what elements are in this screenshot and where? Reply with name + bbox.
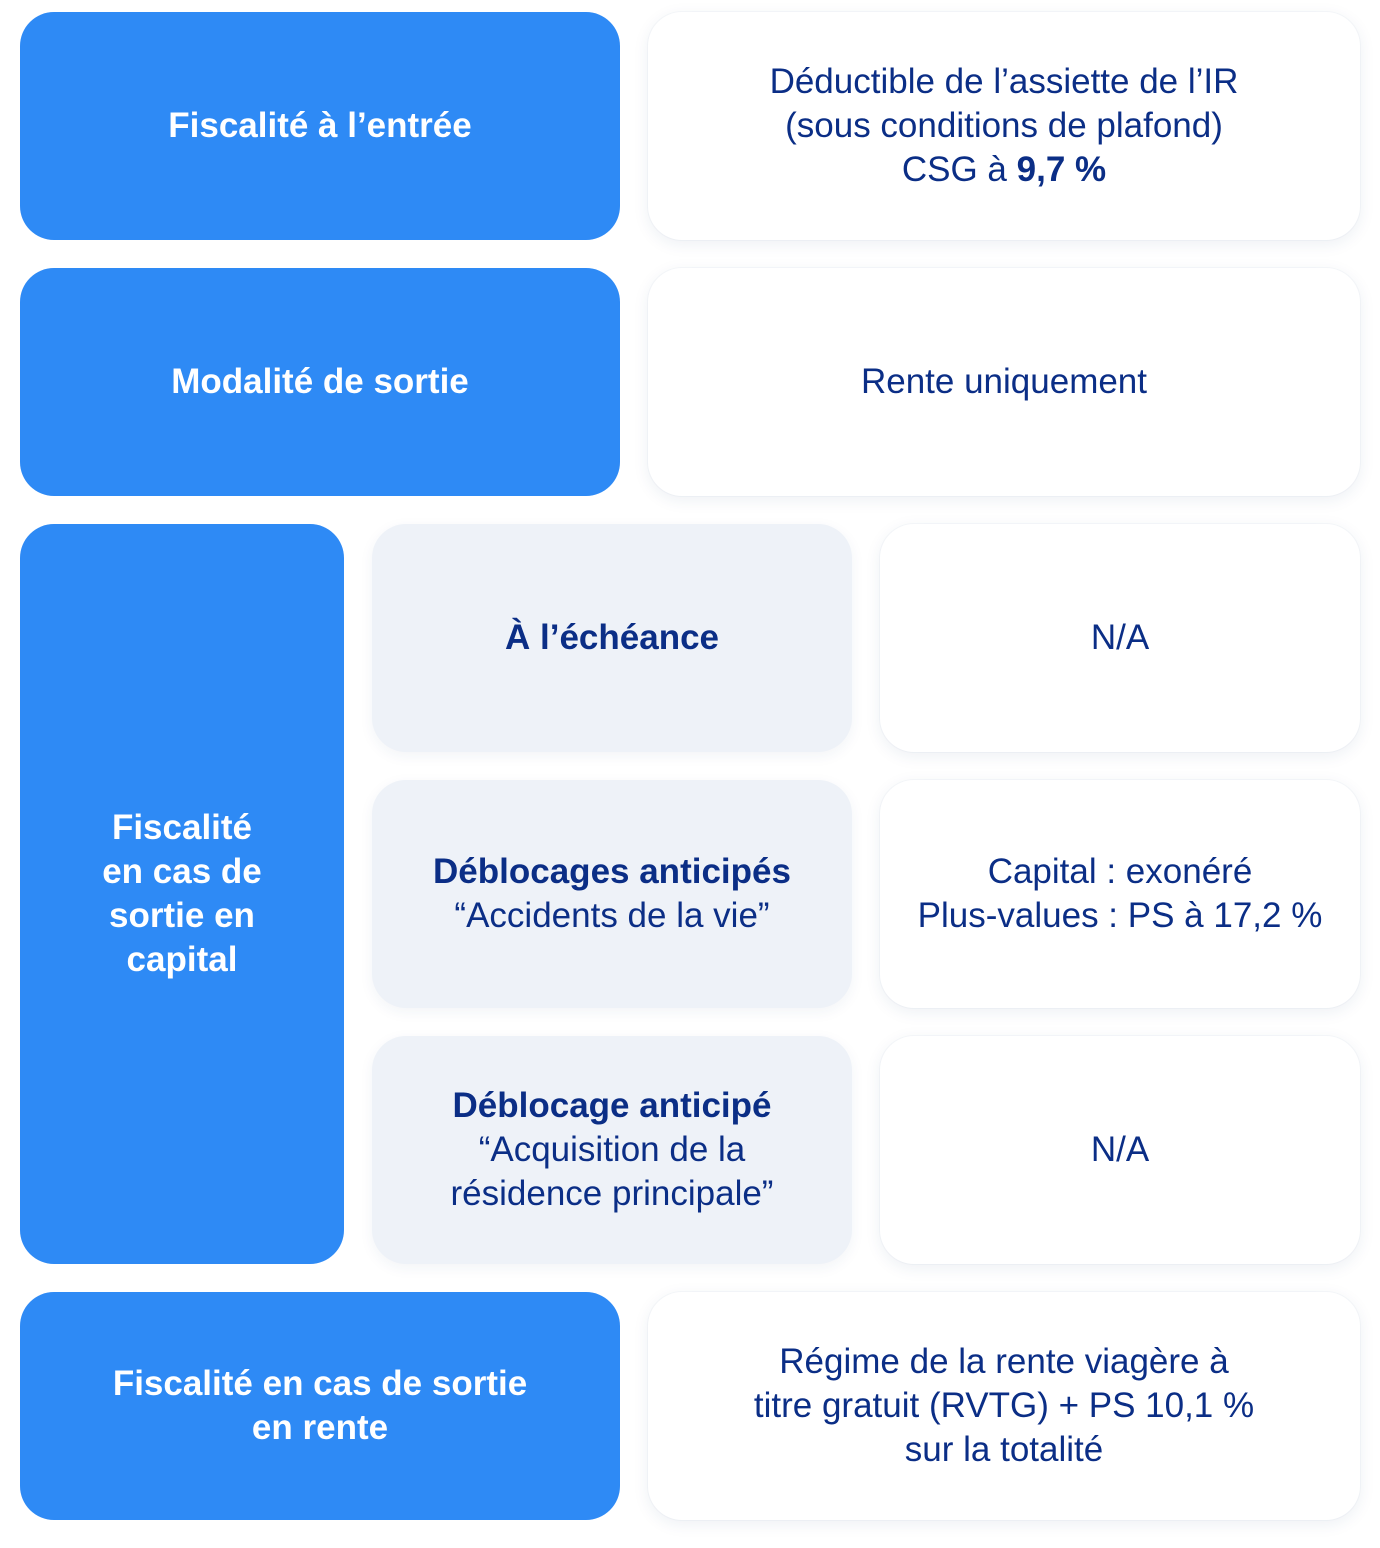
rente-label-line2: en rente (251, 1408, 389, 1447)
accidents-label-title: Déblocages anticipés (433, 852, 791, 891)
echeance-label-card (372, 524, 852, 752)
accidents-value-card (880, 780, 1360, 1008)
echeance-label: À l’échéance (505, 618, 719, 657)
residence-value-card (880, 1036, 1360, 1264)
rente-value-line2: titre gratuit (RVTG) + PS 10,1 % (753, 1386, 1255, 1425)
modalite-value: Rente uniquement (860, 362, 1148, 401)
rente-value-card (648, 1292, 1360, 1520)
rente-label-line1: Fiscalité en cas de sortie (112, 1364, 528, 1403)
capital-label-line3: sortie en (109, 896, 255, 935)
residence-label-sub2: résidence principale” (450, 1174, 774, 1213)
capital-label-card (20, 524, 344, 1264)
entree-value-card (648, 12, 1360, 240)
accidents-value-line1: Capital : exonéré (987, 852, 1253, 891)
residence-label-card (372, 1036, 852, 1264)
capital-label-line4: capital (126, 940, 238, 979)
residence-label-title: Déblocage anticipé (452, 1086, 772, 1125)
modalite-value-card (648, 268, 1360, 496)
modalite-label-card (20, 268, 620, 496)
modalite-label: Modalité de sortie (171, 362, 469, 401)
accidents-value-line2: Plus-values : PS à 17,2 % (917, 896, 1323, 935)
echeance-value-card (880, 524, 1360, 752)
residence-value: N/A (1090, 1130, 1150, 1169)
rente-value-line3: sur la totalité (904, 1430, 1104, 1469)
entree-label-card (20, 12, 620, 240)
entree-csg-prefix: CSG à (901, 150, 1017, 189)
rente-value-line1: Régime de la rente viagère à (779, 1342, 1229, 1381)
entree-value-line3 (902, 148, 1106, 192)
entree-value-line1: Déductible de l’assiette de l’IR (769, 62, 1239, 101)
capital-label-line2: en cas de (102, 852, 262, 891)
residence-label-sub1: “Acquisition de la (478, 1130, 746, 1169)
accidents-label-sub: “Accidents de la vie” (454, 896, 770, 935)
echeance-value: N/A (1090, 618, 1150, 657)
entree-csg-rate: 9,7 % (1016, 150, 1107, 189)
entree-value-line2: (sous conditions de plafond) (785, 106, 1223, 145)
accidents-label-card (372, 780, 852, 1008)
capital-label-line1: Fiscalité (111, 808, 253, 847)
rente-label-card (20, 1292, 620, 1520)
entree-label: Fiscalité à l’entrée (168, 106, 472, 145)
